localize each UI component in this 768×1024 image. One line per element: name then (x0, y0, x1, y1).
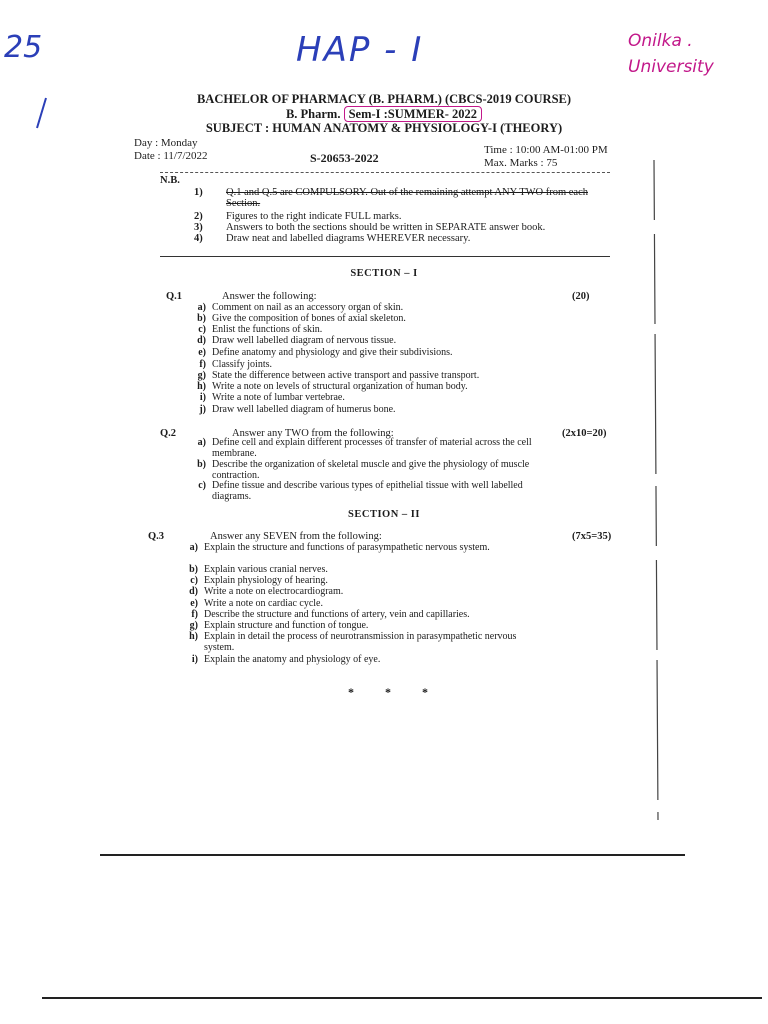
q1-prompt: Answer the following: (222, 291, 317, 302)
exam-date: Date : 11/7/2022 (134, 150, 208, 162)
q1-marks: (20) (572, 291, 590, 302)
q2-marks: (2x10=20) (562, 428, 607, 439)
semester-line (0, 107, 768, 122)
semester-highlight: Sem-I :SUMMER- 2022 (344, 106, 482, 122)
handwritten-source-note: Onilka . University (628, 31, 714, 77)
exam-day: Day : Monday (134, 137, 198, 149)
q2-prompt: Answer any TWO from the following: (232, 428, 394, 439)
nb-label: N.B. (160, 175, 180, 186)
section-2-title: SECTION – II (348, 509, 420, 520)
handwritten-score: 25 (4, 30, 43, 65)
paper-code: S-20653-2022 (310, 151, 379, 165)
subject-title: SUBJECT : HUMAN ANATOMY & PHYSIOLOGY-I (THEORY) (205, 121, 563, 135)
header-rule (160, 172, 610, 173)
q3-number: Q.3 (148, 531, 165, 542)
q1-number: Q.1 (166, 291, 183, 302)
bottom-rule-2 (42, 997, 762, 999)
handwritten-subject-code: HAP - I (296, 30, 424, 70)
end-marks: * * * (348, 685, 428, 699)
nb-rule (160, 256, 610, 257)
semester-prefix: B. Pharm. (285, 107, 341, 121)
course-title: BACHELOR OF PHARMACY (B. PHARM.) (CBCS-2019 COURSE) (196, 92, 572, 106)
max-marks: Max. Marks : 75 (484, 157, 558, 169)
section-1-title: SECTION – I (350, 268, 418, 279)
q3-marks: (7x5=35) (572, 531, 612, 542)
q2-number: Q.2 (160, 428, 177, 439)
bottom-rule-1 (100, 854, 685, 856)
exam-time: Time : 10:00 AM-01:00 PM (484, 144, 608, 156)
q3-prompt: Answer any SEVEN from the following: (210, 531, 382, 542)
margin-line (650, 160, 662, 820)
